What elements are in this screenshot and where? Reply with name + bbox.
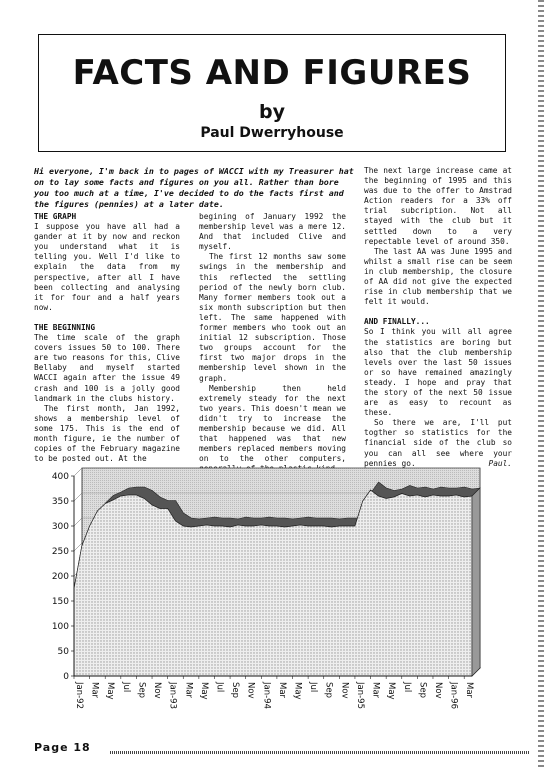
x-tick-label: Jan-95 xyxy=(354,682,365,709)
x-tick-label: May xyxy=(198,682,209,700)
intro-paragraph: Hi everyone, I'm back in to pages of WACCI with my Treasurer hat on to lay some facts and figures on you all. Rather than bore you too much at a time, I've decided to do the facts first and the figures (pennies) at a later date. xyxy=(34,166,354,209)
x-tick-label: Nov xyxy=(339,682,350,699)
x-tick-label: Sep xyxy=(230,682,241,699)
paragraph-text: So there we are, I'll put togther so statistics for the financial side of the club so you can all see where your pennies go. xyxy=(364,418,512,468)
signature: Paul. xyxy=(488,458,512,468)
x-tick-label: Mar xyxy=(370,682,381,699)
paragraph xyxy=(364,418,512,468)
x-tick-label: Nov xyxy=(432,682,443,699)
column-3 xyxy=(364,166,512,469)
paragraph: Membership then held extremely steady for the next two years. This doesn't mean we didn't try to increase the membership because we did. All that happened was that new members replaced members moving on to the other computers, xyxy=(199,383,346,464)
author-name: Paul Dwerryhouse xyxy=(200,125,344,141)
x-tick-label: Sep xyxy=(136,682,147,699)
x-tick-label: May xyxy=(105,682,116,700)
x-tick-label: Sep xyxy=(323,682,334,699)
x-tick-label: Jan-94 xyxy=(261,682,272,709)
footer-rule xyxy=(110,751,530,754)
x-tick-label: Jul xyxy=(401,682,412,693)
column-1 xyxy=(34,212,180,464)
page-number: Page 18 xyxy=(34,741,91,754)
x-tick-label: May xyxy=(292,682,303,700)
x-tick-label: May xyxy=(386,682,397,700)
gridline-diagonal xyxy=(74,493,82,501)
x-tick-label: Jan-92 xyxy=(74,682,84,709)
page-title: FACTS AND FIGURES xyxy=(72,53,472,93)
title-box xyxy=(38,34,506,152)
paragraph: The first month, Jan 1992, shows a membership level of some 175. This is the end of month figure, ie the number of copies of the February magazine to be posted out. At the xyxy=(34,403,180,464)
column-2 xyxy=(199,212,346,474)
y-tick-label: 0 xyxy=(63,672,69,682)
y-tick-label: 250 xyxy=(51,547,69,557)
x-tick-label: Jul xyxy=(308,682,319,693)
gridline-diagonal xyxy=(74,518,82,526)
x-tick-label: Mar xyxy=(276,682,287,699)
y-tick-label: 350 xyxy=(51,497,69,507)
x-tick-label: Mar xyxy=(183,682,194,699)
gridline-diagonal xyxy=(74,468,82,476)
y-tick-label: 300 xyxy=(51,522,69,532)
membership-chart xyxy=(34,466,484,728)
y-tick-label: 50 xyxy=(57,647,69,657)
paragraph: The first 12 months saw some swings in the membership and this reflected the settling period of the newly born club. Many former members took out a six month subscription but then left. The same happened with former members who took out an initial 12 subscription. Those two groups account for the first two major drops in the membership level shown in the graph. xyxy=(199,252,346,383)
x-tick-label: Mar xyxy=(464,682,475,699)
right-edge-rail xyxy=(538,0,544,768)
paragraph: The next large increase came at the beginning of 1995 and this was due to the offer to Amstrad Action readers for a 33% off trial subcription. Not all stayed with the club but it settled down to a very repectable level of around 350. xyxy=(364,166,512,246)
x-tick-label: Jan-96 xyxy=(448,682,459,709)
y-tick-label: 100 xyxy=(51,622,69,632)
y-tick-label: 200 xyxy=(51,572,69,582)
paragraph: The last AA was June 1995 and whilst a small rise can be seem in club membership, the closure of AA did not give the expected rise in club membership that we felt it would. xyxy=(364,246,512,307)
paragraph: begining of January 1992 the membership level was a mere 12. And that included Clive and myself. xyxy=(199,212,346,252)
x-tick-label: Sep xyxy=(417,682,428,699)
paragraph: So I think you will all agree the statistics are boring but also that the club membership levels over the last 50 issues or so have remained amazingly steady. I hope and pray that the story of the next 50 issue are as easy to recount as these. xyxy=(364,327,512,418)
y-tick-label: 400 xyxy=(51,472,69,482)
heading-and-finally: AND FINALLY... xyxy=(364,317,430,327)
byline-by: by xyxy=(259,101,285,123)
x-tick-label: Mar xyxy=(89,682,100,699)
x-tick-label: Jul xyxy=(214,682,225,693)
heading-the-beginning: THE BEGINNING xyxy=(34,322,96,332)
x-tick-label: Nov xyxy=(152,682,163,699)
paragraph: The time scale of the graph covers issues 50 to 100. There are two reasons for this, Clive Bellaby and myself started WACCI again after the issue 49 crash and 100 is a jolly good landmark in the clubs history. xyxy=(34,333,180,403)
x-tick-label: Jul xyxy=(120,682,131,693)
heading-the-graph: THE GRAPH xyxy=(34,212,77,221)
paragraph: I suppose you have all had a gander at it by now and reckon you understand what it is telling you. Well I'd like to explain the data from my perspective, after all I have been collecting and analysing it for four and a half years now. xyxy=(34,222,180,312)
x-tick-label: Jan-93 xyxy=(167,682,178,709)
area-series-side xyxy=(472,488,480,676)
y-tick-label: 150 xyxy=(51,597,69,607)
x-tick-label: Nov xyxy=(245,682,256,699)
